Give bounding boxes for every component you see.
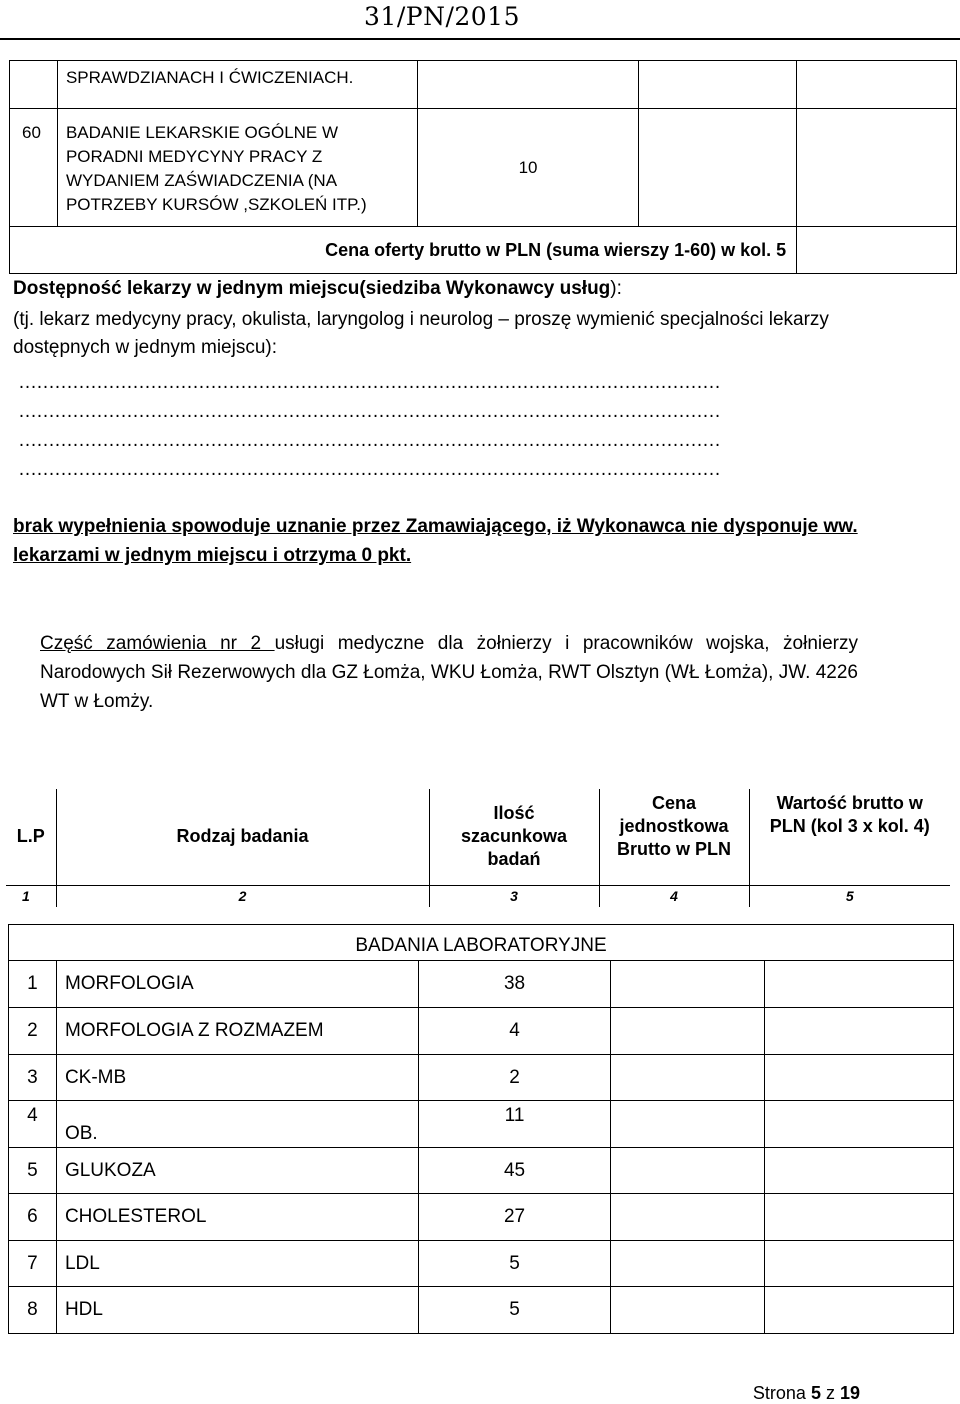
col-header-exam-type: Rodzaj badania xyxy=(56,789,429,885)
row-number: 3 xyxy=(9,1055,57,1101)
value-cell xyxy=(765,1148,954,1194)
row-number: 6 xyxy=(9,1194,57,1241)
col-number: 5 xyxy=(749,885,950,907)
value-cell xyxy=(765,1055,954,1101)
exam-quantity: 27 xyxy=(418,1194,611,1241)
exam-name: CHOLESTEROL xyxy=(56,1194,418,1241)
table-cell xyxy=(639,61,797,109)
value-cell xyxy=(765,1287,954,1334)
fill-line: ……………………………………………………………………………………………………… xyxy=(18,372,720,393)
column-numbers-row xyxy=(6,885,950,907)
value-cell xyxy=(765,1008,954,1055)
section-row xyxy=(9,925,954,961)
page-current: 5 xyxy=(810,1383,821,1403)
col-header-lp: L.P xyxy=(6,789,56,885)
availability-warning: brak wypełnienia spowoduje uznanie przez Zamawiającego, iż Wykonawca nie dysponuje ww. lekarzami w jednym miejscu i otrzyma 0 pkt. xyxy=(13,516,858,566)
unit-price-cell xyxy=(611,1287,765,1334)
page-header xyxy=(0,0,960,40)
availability-heading xyxy=(13,275,913,303)
table-row xyxy=(9,1101,954,1148)
exam-name: CK-MB xyxy=(56,1055,418,1101)
table-cell xyxy=(797,61,957,109)
col-number: 2 xyxy=(56,885,429,907)
table-cell xyxy=(10,61,58,109)
table-row xyxy=(10,61,957,109)
row-number: 5 xyxy=(9,1148,57,1194)
col-header-value: Wartość brutto w PLN (kol 3 x kol. 4) xyxy=(749,789,950,885)
unit-price-cell xyxy=(639,109,797,227)
row-number: 7 xyxy=(9,1241,57,1287)
col-header-unit-price: Cena jednostkowa Brutto w PLN xyxy=(599,789,749,885)
table-row xyxy=(9,1148,954,1194)
table-row xyxy=(9,1287,954,1334)
exam-name: OB. xyxy=(56,1101,418,1148)
value-cell xyxy=(765,1241,954,1287)
sum-label: Cena oferty brutto w PLN (suma wierszy 1-60) w kol. 5 xyxy=(10,227,797,274)
row-number-cell: 60 xyxy=(10,109,58,227)
table-row xyxy=(10,109,957,227)
page-number-separator: z xyxy=(820,1383,840,1403)
exam-quantity: 4 xyxy=(418,1008,611,1055)
exam-name-cell: SPRAWDZIANACH I ĆWICZENIACH. xyxy=(57,61,417,109)
unit-price-cell xyxy=(611,1148,765,1194)
section-title: BADANIA LABORATORYJNE xyxy=(9,925,954,961)
col-number: 1 xyxy=(6,885,56,907)
exam-quantity: 2 xyxy=(418,1055,611,1101)
fill-line: ……………………………………………………………………………………………………… xyxy=(18,459,720,480)
exam-quantity: 11 xyxy=(418,1101,611,1148)
part2-title: Część zamówienia nr 2 xyxy=(40,633,275,654)
page-number xyxy=(753,1383,860,1404)
table-row xyxy=(9,1008,954,1055)
page-number-prefix: Strona xyxy=(752,1383,811,1403)
price-table-top xyxy=(9,60,957,274)
exam-quantity: 5 xyxy=(418,1241,611,1287)
fill-line: ……………………………………………………………………………………………………… xyxy=(18,401,720,422)
row-number: 8 xyxy=(9,1287,57,1334)
row-number: 4 xyxy=(9,1101,57,1148)
unit-price-cell xyxy=(611,1008,765,1055)
value-cell xyxy=(797,109,957,227)
sum-value-cell xyxy=(797,227,957,274)
col-number: 4 xyxy=(599,885,749,907)
table-row xyxy=(9,1055,954,1101)
header-rule xyxy=(0,38,960,40)
page-total: 19 xyxy=(839,1383,860,1403)
col-number: 3 xyxy=(429,885,599,907)
exam-name: MORFOLOGIA Z ROZMAZEM xyxy=(56,1008,418,1055)
part2-text: usługi medyczne dla żołnierzy i pracowników wojska, żołnierzy Narodowych Sił Rezerwowych dla GZ Łomża, WKU Łomża, RWT Olsztyn (WŁ Łomża), JW. 4226 WT w Łomży. xyxy=(40,633,858,712)
unit-price-cell xyxy=(611,1194,765,1241)
table-row xyxy=(10,227,957,274)
exam-name-cell: BADANIE LEKARSKIE OGÓLNE W PORADNI MEDYCYNY PRACY Z WYDANIEM ZAŚWIADCZENIA (NA POTRZEBY KURSÓW ,SZKOLEŃ ITP.) xyxy=(57,109,417,227)
exam-quantity: 38 xyxy=(418,961,611,1008)
unit-price-cell xyxy=(611,1101,765,1148)
quantity-cell: 10 xyxy=(417,109,639,227)
exam-name: GLUKOZA xyxy=(56,1148,418,1194)
unit-price-cell xyxy=(611,961,765,1008)
exam-name: HDL xyxy=(56,1287,418,1334)
part2-paragraph xyxy=(40,629,858,716)
unit-price-cell xyxy=(611,1241,765,1287)
exam-name: LDL xyxy=(56,1241,418,1287)
table-cell xyxy=(417,61,639,109)
value-cell xyxy=(765,1194,954,1241)
exam-quantity: 5 xyxy=(418,1287,611,1334)
fill-line: ……………………………………………………………………………………………………… xyxy=(18,430,720,451)
table-header-row xyxy=(6,789,950,885)
value-cell xyxy=(765,1101,954,1148)
table-row xyxy=(9,1194,954,1241)
table-row xyxy=(9,1241,954,1287)
exam-table-header xyxy=(6,789,950,907)
availability-heading-tail: ): xyxy=(610,278,622,299)
document-code: 31/PN/2015 xyxy=(364,2,520,31)
exam-name: MORFOLOGIA xyxy=(56,961,418,1008)
row-number: 1 xyxy=(9,961,57,1008)
table-row xyxy=(9,961,954,1008)
unit-price-cell xyxy=(611,1055,765,1101)
row-number: 2 xyxy=(9,1008,57,1055)
lab-tests-table xyxy=(8,924,954,1334)
exam-quantity: 45 xyxy=(418,1148,611,1194)
availability-description: (tj. lekarz medycyny pracy, okulista, laryngolog i neurolog – proszę wymienić specjalności lekarzy dostępnych w jednym miejscu): xyxy=(13,309,829,358)
col-header-quantity: Ilość szacunkowa badań xyxy=(429,789,599,885)
availability-heading-bold: Dostępność lekarzy w jednym miejscu(siedziba Wykonawcy usług xyxy=(13,278,611,299)
value-cell xyxy=(765,961,954,1008)
